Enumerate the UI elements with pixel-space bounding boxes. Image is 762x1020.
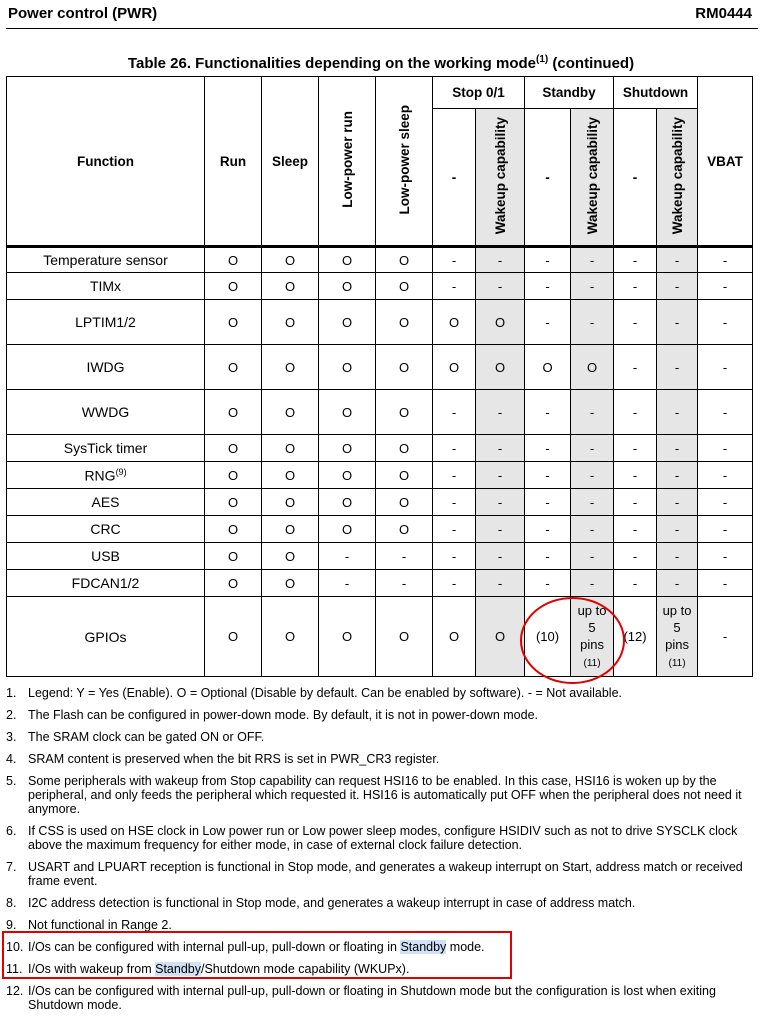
table-cell: - bbox=[657, 390, 698, 435]
table-cell: O bbox=[319, 516, 376, 543]
table-cell: - bbox=[433, 516, 476, 543]
table-cell: - bbox=[476, 462, 525, 489]
table-cell: - bbox=[476, 570, 525, 597]
table-cell: - bbox=[698, 489, 753, 516]
section-title: Power control (PWR) bbox=[8, 5, 158, 22]
table-cell: O bbox=[476, 345, 525, 390]
shutdown-note-ref: (12) bbox=[614, 597, 657, 677]
table-cell: - bbox=[525, 247, 571, 273]
table-cell: - bbox=[614, 390, 657, 435]
table-cell: - bbox=[433, 462, 476, 489]
function-cell: TIMx bbox=[7, 273, 205, 300]
table-cell: O bbox=[433, 597, 476, 677]
note-item: 6. If CSS is used on HSE clock in Low power run or Low power sleep modes, configure HSIDIV such as not to drive SYSCLK clock above the maximum frequency for either mode, in case of external clock failure detection. bbox=[6, 824, 738, 852]
table-cell: O bbox=[376, 516, 433, 543]
table-cell: O bbox=[205, 597, 262, 677]
table-cell: O bbox=[262, 247, 319, 273]
table-cell: - bbox=[571, 247, 614, 273]
table-cell: - bbox=[657, 489, 698, 516]
table-cell: - bbox=[476, 273, 525, 300]
table-cell: - bbox=[698, 543, 753, 570]
table-row bbox=[7, 390, 753, 435]
table-cell: O bbox=[319, 247, 376, 273]
table-cell: - bbox=[657, 247, 698, 273]
table-cell: - bbox=[614, 543, 657, 570]
table-cell: O bbox=[376, 489, 433, 516]
table-cell: - bbox=[657, 462, 698, 489]
note-item: 9. Not functional in Range 2. bbox=[6, 918, 172, 932]
col-shutdown: Shutdown bbox=[614, 77, 698, 109]
table-cell: O bbox=[376, 345, 433, 390]
highlight-standby: Standby bbox=[155, 962, 201, 976]
table-cell: - bbox=[657, 543, 698, 570]
table-cell: - bbox=[525, 435, 571, 462]
table-row bbox=[7, 516, 753, 543]
table-caption: Table 26. Functionalities depending on the working mode$^{(1)}$ (continued) bbox=[127, 54, 635, 72]
red-circle-annotation bbox=[520, 597, 625, 684]
standby-wakeup-pins: up to 5 pins (11) bbox=[571, 597, 614, 677]
col-shutdown-dash: - bbox=[614, 109, 657, 247]
col-run: Run bbox=[205, 77, 262, 247]
table-cell: - bbox=[476, 543, 525, 570]
table-cell: O bbox=[262, 273, 319, 300]
functionality-table bbox=[6, 76, 753, 677]
table-cell: - bbox=[698, 300, 753, 345]
note-item: 8. I2C address detection is functional in Stop mode, and generates a wakeup interrupt in case of address match. bbox=[6, 896, 636, 910]
col-stop-wakeup: Wakeup capability bbox=[476, 109, 525, 247]
table-cell: - bbox=[376, 570, 433, 597]
note-item: 3. The SRAM clock can be gated ON or OFF. bbox=[6, 730, 265, 744]
col-lp-run: Low-power run bbox=[319, 77, 376, 247]
table-cell: - bbox=[433, 273, 476, 300]
table-cell: - bbox=[614, 489, 657, 516]
table-cell: O bbox=[205, 273, 262, 300]
table-cell: - bbox=[698, 570, 753, 597]
table-cell: O bbox=[376, 300, 433, 345]
function-cell: Temperature sensor bbox=[7, 247, 205, 273]
table-cell: - bbox=[319, 543, 376, 570]
table-cell: O bbox=[376, 435, 433, 462]
table-cell: - bbox=[433, 435, 476, 462]
table-cell: O bbox=[205, 516, 262, 543]
function-cell: AES bbox=[7, 489, 205, 516]
table-cell: O bbox=[262, 300, 319, 345]
table-cell: - bbox=[571, 273, 614, 300]
table-cell: - bbox=[571, 570, 614, 597]
col-sleep: Sleep bbox=[262, 77, 319, 247]
table-row bbox=[7, 300, 753, 345]
table-cell: O bbox=[525, 345, 571, 390]
table-row bbox=[7, 570, 753, 597]
table-row bbox=[7, 543, 753, 570]
table-row bbox=[7, 489, 753, 516]
col-stop: Stop 0/1 bbox=[433, 77, 525, 109]
gpio-row bbox=[7, 597, 753, 677]
table-cell: - bbox=[433, 390, 476, 435]
col-stop-dash: - bbox=[433, 109, 476, 247]
table-cell: O bbox=[476, 300, 525, 345]
table-row bbox=[7, 345, 753, 390]
table-cell: O bbox=[205, 570, 262, 597]
function-cell: WWDG bbox=[7, 390, 205, 435]
table-cell: - bbox=[525, 489, 571, 516]
col-lp-sleep: Low-power sleep bbox=[376, 77, 433, 247]
table-cell: O bbox=[205, 390, 262, 435]
table-cell: - bbox=[376, 543, 433, 570]
function-cell: LPTIM1/2 bbox=[7, 300, 205, 345]
table-cell: - bbox=[476, 516, 525, 543]
function-cell: GPIOs bbox=[7, 597, 205, 677]
function-cell: FDCAN1/2 bbox=[7, 570, 205, 597]
note-item: 2. The Flash can be configured in power-down mode. By default, it is not in power-down mode. bbox=[6, 708, 538, 722]
red-box-annotation bbox=[2, 931, 512, 979]
table-cell: O bbox=[433, 300, 476, 345]
table-cell: - bbox=[657, 516, 698, 543]
table-cell: O bbox=[319, 597, 376, 677]
note-item: 5. Some peripherals with wakeup from Stop capability can request HSI16 to be enabled. In this case, HSI16 is woken up by the peripheral, and only feeds the peripheral which requested it. HSI16 is automatically put OFF when the peripheral does not need it anymore. bbox=[6, 774, 742, 816]
table-row bbox=[7, 247, 753, 273]
function-cell: IWDG bbox=[7, 345, 205, 390]
table-cell: - bbox=[698, 390, 753, 435]
table-cell: - bbox=[698, 462, 753, 489]
table-cell: - bbox=[433, 489, 476, 516]
table-cell: O bbox=[376, 462, 433, 489]
table-cell: O bbox=[376, 247, 433, 273]
table-cell: - bbox=[571, 300, 614, 345]
table-cell: O bbox=[319, 489, 376, 516]
col-standby-wakeup: Wakeup capability bbox=[571, 109, 614, 247]
table-cell: - bbox=[698, 597, 753, 677]
table-cell: O bbox=[262, 516, 319, 543]
table-cell: O bbox=[571, 345, 614, 390]
table-cell: - bbox=[433, 570, 476, 597]
col-shutdown-wakeup: Wakeup capability bbox=[657, 109, 698, 247]
table-cell: - bbox=[525, 543, 571, 570]
table-row bbox=[7, 273, 753, 300]
table-cell: - bbox=[614, 435, 657, 462]
table-row bbox=[7, 462, 753, 489]
table-cell: O bbox=[262, 390, 319, 435]
table-cell: - bbox=[571, 489, 614, 516]
note-item: 7. USART and LPUART reception is functional in Stop mode, and generates a wakeup interrupt on Start, address match or received frame event. bbox=[6, 860, 743, 888]
table-cell: - bbox=[698, 345, 753, 390]
function-cell: USB bbox=[7, 543, 205, 570]
table-cell: O bbox=[319, 435, 376, 462]
table-cell: O bbox=[205, 543, 262, 570]
function-cell: SysTick timer bbox=[7, 435, 205, 462]
table-cell: - bbox=[525, 570, 571, 597]
table-cell: - bbox=[571, 435, 614, 462]
table-cell: - bbox=[614, 273, 657, 300]
table-cell: O bbox=[262, 435, 319, 462]
table-cell: - bbox=[476, 247, 525, 273]
function-cell: RNG$^{(9)}$ bbox=[7, 462, 205, 489]
table-cell: - bbox=[525, 390, 571, 435]
table-cell: - bbox=[657, 345, 698, 390]
note-12: 12. I/Os can be configured with internal pull-up, pull-down or floating in Shutdown mode but the configuration is lost when exiting Shutdown mode. bbox=[6, 984, 716, 1012]
table-cell: - bbox=[657, 300, 698, 345]
table-cell: O bbox=[476, 597, 525, 677]
table-cell: - bbox=[571, 543, 614, 570]
table-cell: - bbox=[525, 516, 571, 543]
table-cell: O bbox=[205, 345, 262, 390]
table-cell: O bbox=[205, 435, 262, 462]
table-cell: - bbox=[525, 462, 571, 489]
table-cell: - bbox=[614, 247, 657, 273]
table-cell: - bbox=[571, 390, 614, 435]
header-rule bbox=[6, 28, 758, 29]
table-cell: - bbox=[614, 570, 657, 597]
table-cell: - bbox=[476, 390, 525, 435]
table-cell: - bbox=[698, 273, 753, 300]
note-item: 1. Legend: Y = Yes (Enable). O = Optional (Disable by default. Can be enabled by software). - = Not available. bbox=[6, 686, 623, 700]
table-cell: O bbox=[205, 462, 262, 489]
page-header bbox=[8, 5, 752, 25]
table-cell: - bbox=[571, 462, 614, 489]
table-cell: O bbox=[319, 300, 376, 345]
table-cell: O bbox=[376, 390, 433, 435]
table-cell: - bbox=[525, 300, 571, 345]
table-cell: O bbox=[376, 273, 433, 300]
note-10: 10. I/Os can be configured with internal pull-up, pull-down or floating in Standby mode. bbox=[6, 940, 485, 954]
table-cell: O bbox=[262, 570, 319, 597]
table-cell: - bbox=[433, 543, 476, 570]
table-cell: - bbox=[698, 435, 753, 462]
table-cell: - bbox=[698, 247, 753, 273]
col-standby-dash: - bbox=[525, 109, 571, 247]
shutdown-wakeup-pins: up to 5 pins (11) bbox=[657, 597, 698, 677]
table-cell: O bbox=[262, 543, 319, 570]
col-vbat: VBAT bbox=[698, 77, 753, 247]
table-cell: - bbox=[657, 273, 698, 300]
col-function: Function bbox=[7, 77, 205, 247]
table-cell: O bbox=[319, 462, 376, 489]
table-cell: O bbox=[205, 300, 262, 345]
document-id: RM0444 bbox=[695, 5, 752, 22]
table-row bbox=[7, 435, 753, 462]
col-standby: Standby bbox=[525, 77, 614, 109]
note-11: 11. I/Os with wakeup from Standby/Shutdown mode capability (WKUPx). bbox=[6, 962, 410, 976]
table-cell: - bbox=[698, 516, 753, 543]
table-cell: O bbox=[205, 489, 262, 516]
table-cell: O bbox=[319, 273, 376, 300]
table-cell: - bbox=[433, 247, 476, 273]
table-cell: O bbox=[262, 462, 319, 489]
table-cell: O bbox=[433, 345, 476, 390]
table-cell: - bbox=[614, 345, 657, 390]
table-cell: - bbox=[614, 462, 657, 489]
table-cell: - bbox=[571, 516, 614, 543]
table-cell: O bbox=[319, 345, 376, 390]
table-cell: O bbox=[262, 345, 319, 390]
table-cell: O bbox=[205, 247, 262, 273]
table-cell: - bbox=[319, 570, 376, 597]
table-cell: - bbox=[614, 300, 657, 345]
table-cell: - bbox=[476, 435, 525, 462]
table-cell: - bbox=[657, 570, 698, 597]
table-cell: - bbox=[614, 516, 657, 543]
table-cell: O bbox=[376, 597, 433, 677]
table-cell: - bbox=[525, 273, 571, 300]
highlight-standby: Standby bbox=[400, 940, 447, 954]
function-cell: CRC bbox=[7, 516, 205, 543]
standby-note-ref: (10) bbox=[525, 597, 571, 677]
table-cell: O bbox=[262, 597, 319, 677]
table-cell: - bbox=[657, 435, 698, 462]
table-cell: O bbox=[262, 489, 319, 516]
note-item: 4. SRAM content is preserved when the bit RRS is set in PWR_CR3 register. bbox=[6, 752, 440, 766]
table-cell: O bbox=[319, 390, 376, 435]
table-cell: - bbox=[476, 489, 525, 516]
